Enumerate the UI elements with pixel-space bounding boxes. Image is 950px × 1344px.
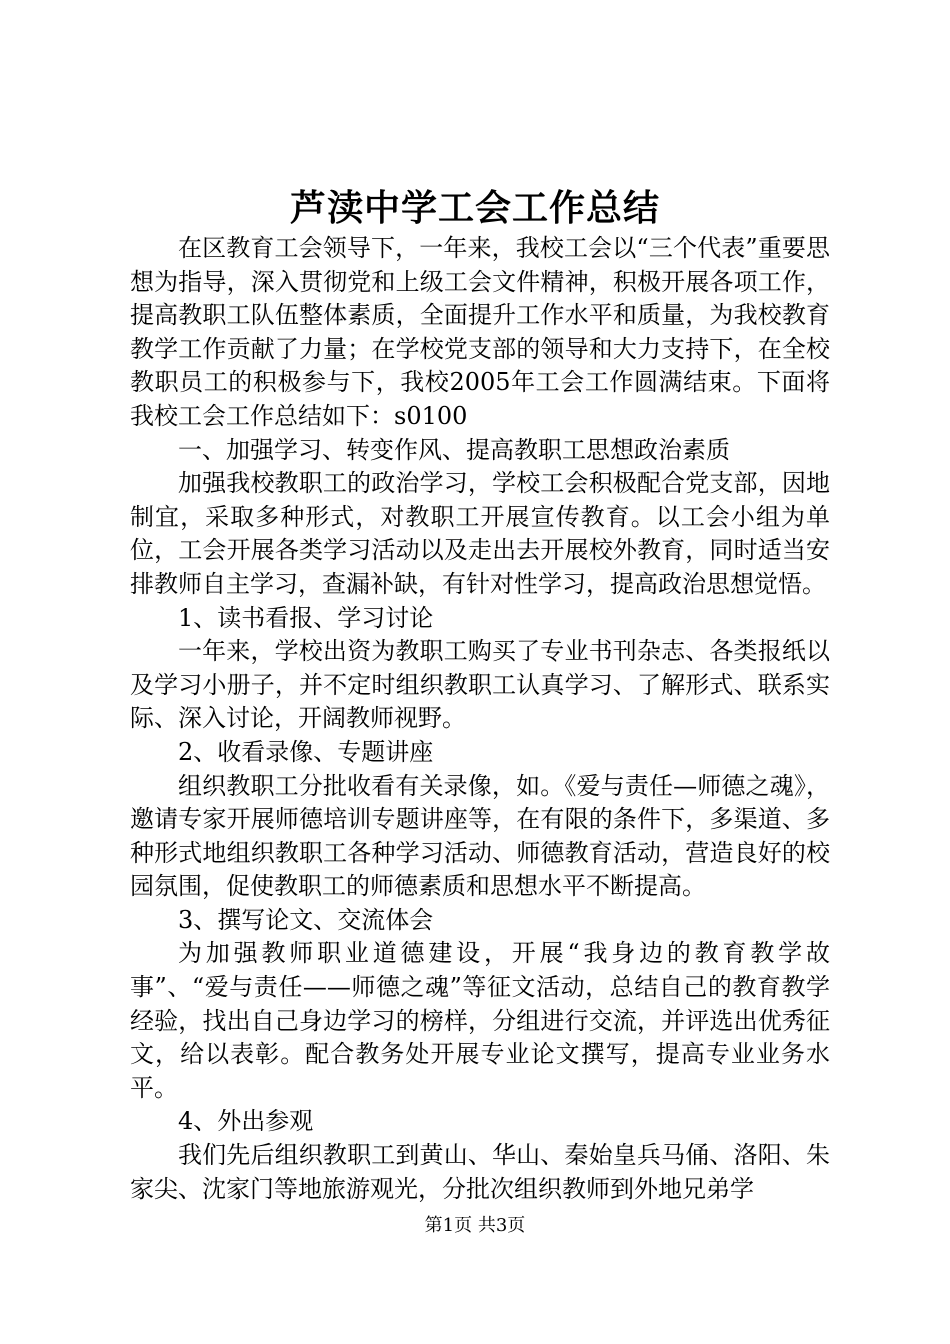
subsection-heading-3: 3、撰写论文、交流体会 bbox=[178, 905, 434, 934]
section-1-paragraph: 加强我校教职工的政治学习，学校工会积极配合党支部，因地制宜，采取多种形式，对教职工开展宣传教育。以工会小组为单位，工会开展各类学习活动以及走出去开展校外教育，同时适当安排教师自主学习，查漏补缺，有针对性学习，提高政治思想觉悟。 bbox=[130, 469, 830, 598]
page-footer: 第1页 共3页 bbox=[424, 1215, 526, 1236]
document-body bbox=[130, 232, 830, 1206]
subsection-3-paragraph: 为加强教师职业道德建设，开展“我身边的教育教学故事”、“爱与责任——师德之魂”等征文活动，总结自己的教育教学经验，找出自己身边学习的榜样，分组进行交流，并评选出优秀征文，给以表彰。配合教务处开展专业论文撰写，提高专业业务水平。 bbox=[130, 939, 830, 1102]
subsection-heading-2: 2、收看录像、专题讲座 bbox=[178, 737, 434, 766]
subsection-heading-4: 4、外出参观 bbox=[178, 1107, 314, 1136]
subsection-2-paragraph: 组织教职工分批收看有关录像，如。《爱与责任—师德之魂》，邀请专家开展师德培训专题讲座等，在有限的条件下，多渠道、多种形式地组织教职工各种学习活动、师德教育活动，营造良好的校园氛围，促使教职工的师德素质和思想水平不断提高。 bbox=[130, 771, 830, 901]
document-title: 芦渎中学工会工作总结 bbox=[289, 188, 660, 229]
section-heading-1: 一、加强学习、转变作风、提高教职工思想政治素质 bbox=[178, 435, 730, 464]
intro-paragraph: 在区教育工会领导下，一年来，我校工会以“三个代表”重要思想为指导，深入贯彻党和上级工会文件精神，积极开展各项工作，提高教职工队伍整体素质，全面提升工作水平和质量，为我校教育教学工作贡献了力量；在学校党支部的领导和大力支持下，在全校教职员工的积极参与下，我校2005年工会工作圆满结束。下面将我校工会工作总结如下：s0100 bbox=[130, 234, 830, 430]
subsection-heading-1: 1、读书看报、学习讨论 bbox=[178, 603, 434, 632]
subsection-4-paragraph: 我们先后组织教职工到黄山、华山、秦始皇兵马俑、洛阳、朱家尖、沈家门等地旅游观光，分批次组织教师到外地兄弟学 bbox=[130, 1141, 830, 1203]
subsection-1-paragraph: 一年来，学校出资为教职工购买了专业书刊杂志、各类报纸以及学习小册子，并不定时组织教职工认真学习、了解形式、联系实际、深入讨论，开阔教师视野。 bbox=[130, 637, 830, 733]
